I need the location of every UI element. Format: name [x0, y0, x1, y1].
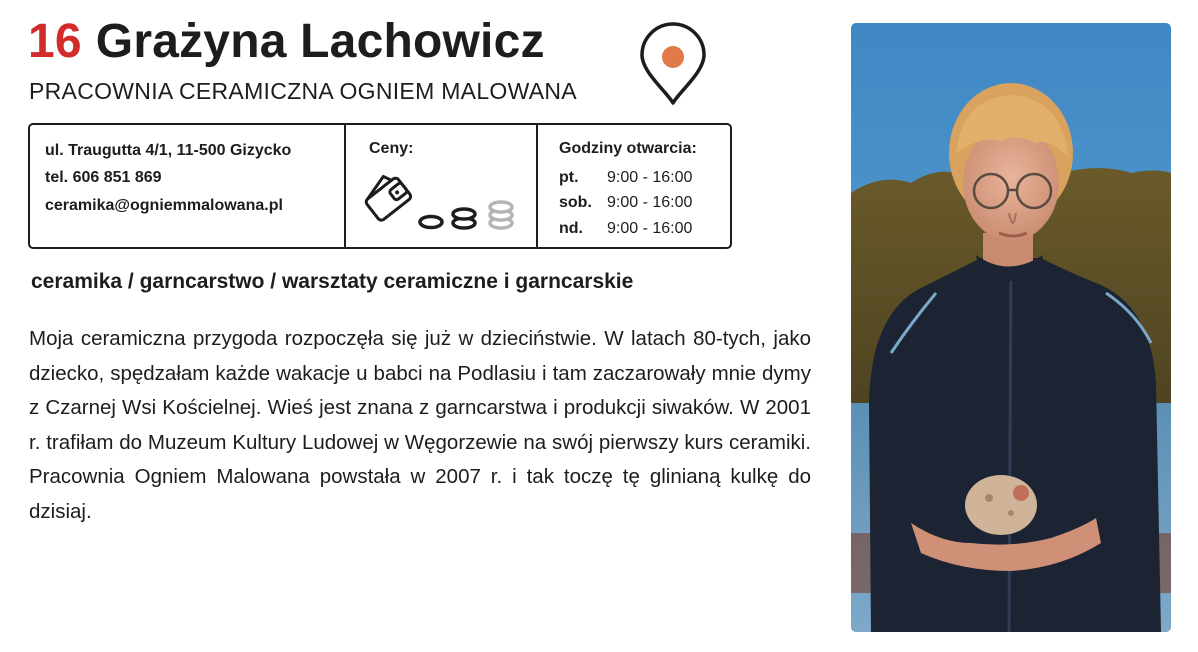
prices-label: Ceny:: [369, 140, 414, 157]
phone-text: tel. 606 851 869: [45, 169, 162, 186]
studio-name: PRACOWNIA CERAMICZNA OGNIEM MALOWANA: [29, 78, 577, 104]
hours-time: 9:00 - 16:00: [607, 220, 693, 237]
contact-section: [30, 125, 346, 247]
hours-section: [538, 125, 730, 247]
category-text: ceramika / garncarstwo / warsztaty ceramiczne i garncarskie: [31, 270, 634, 293]
hours-day: nd.: [559, 220, 583, 237]
price-level-icons: [360, 173, 530, 235]
hours-time: 9:00 - 16:00: [607, 194, 693, 211]
hours-row: [559, 194, 692, 212]
artist-photo: [851, 23, 1171, 632]
coin-stack-icon-2: [453, 209, 475, 228]
prices-section: [344, 125, 538, 247]
coin-stack-icon-1: [420, 217, 442, 228]
artist-title: [28, 12, 545, 72]
hours-time: 9:00 - 16:00: [607, 169, 693, 186]
hours-day: sob.: [559, 194, 592, 211]
email-text: ceramika@ogniemmalowana.pl: [45, 197, 283, 214]
hours-row: [559, 169, 692, 187]
hours-label: Godziny otwarcia:: [559, 140, 697, 157]
hours-row: [559, 220, 692, 238]
entry-number: 16: [28, 15, 82, 68]
address-text: ul. Traugutta 4/1, 11-500 Gizycko: [45, 142, 292, 159]
map-pin-icon: [638, 22, 708, 106]
coin-stack-icon-3: [490, 202, 512, 228]
artist-name: Grażyna Lachowicz: [95, 15, 545, 68]
wallet-icon: [360, 173, 412, 222]
description-text: Moja ceramiczna przygoda rozpoczęła się już w dzieciństwie. W latach 80-tych, jako dziecko, spędzałam każde wakacje u babci na Podlasiu i tam zaczarowały mnie dymy z Czarnej Wsi Kościelnej. Wieś jest znana z garncarstwa i produkcji siwaków. W 2001 r. trafiłam do Muzeum Kultury Ludowej w Węgorzewie na swój pierwszy kurs ceramiki. Pracownia Ogniem Malowana powstała w 2007 r. i tak toczę tę glinianą kulkę do dzisiaj.: [29, 327, 811, 523]
hours-day: pt.: [559, 169, 579, 186]
info-box: [28, 123, 732, 249]
